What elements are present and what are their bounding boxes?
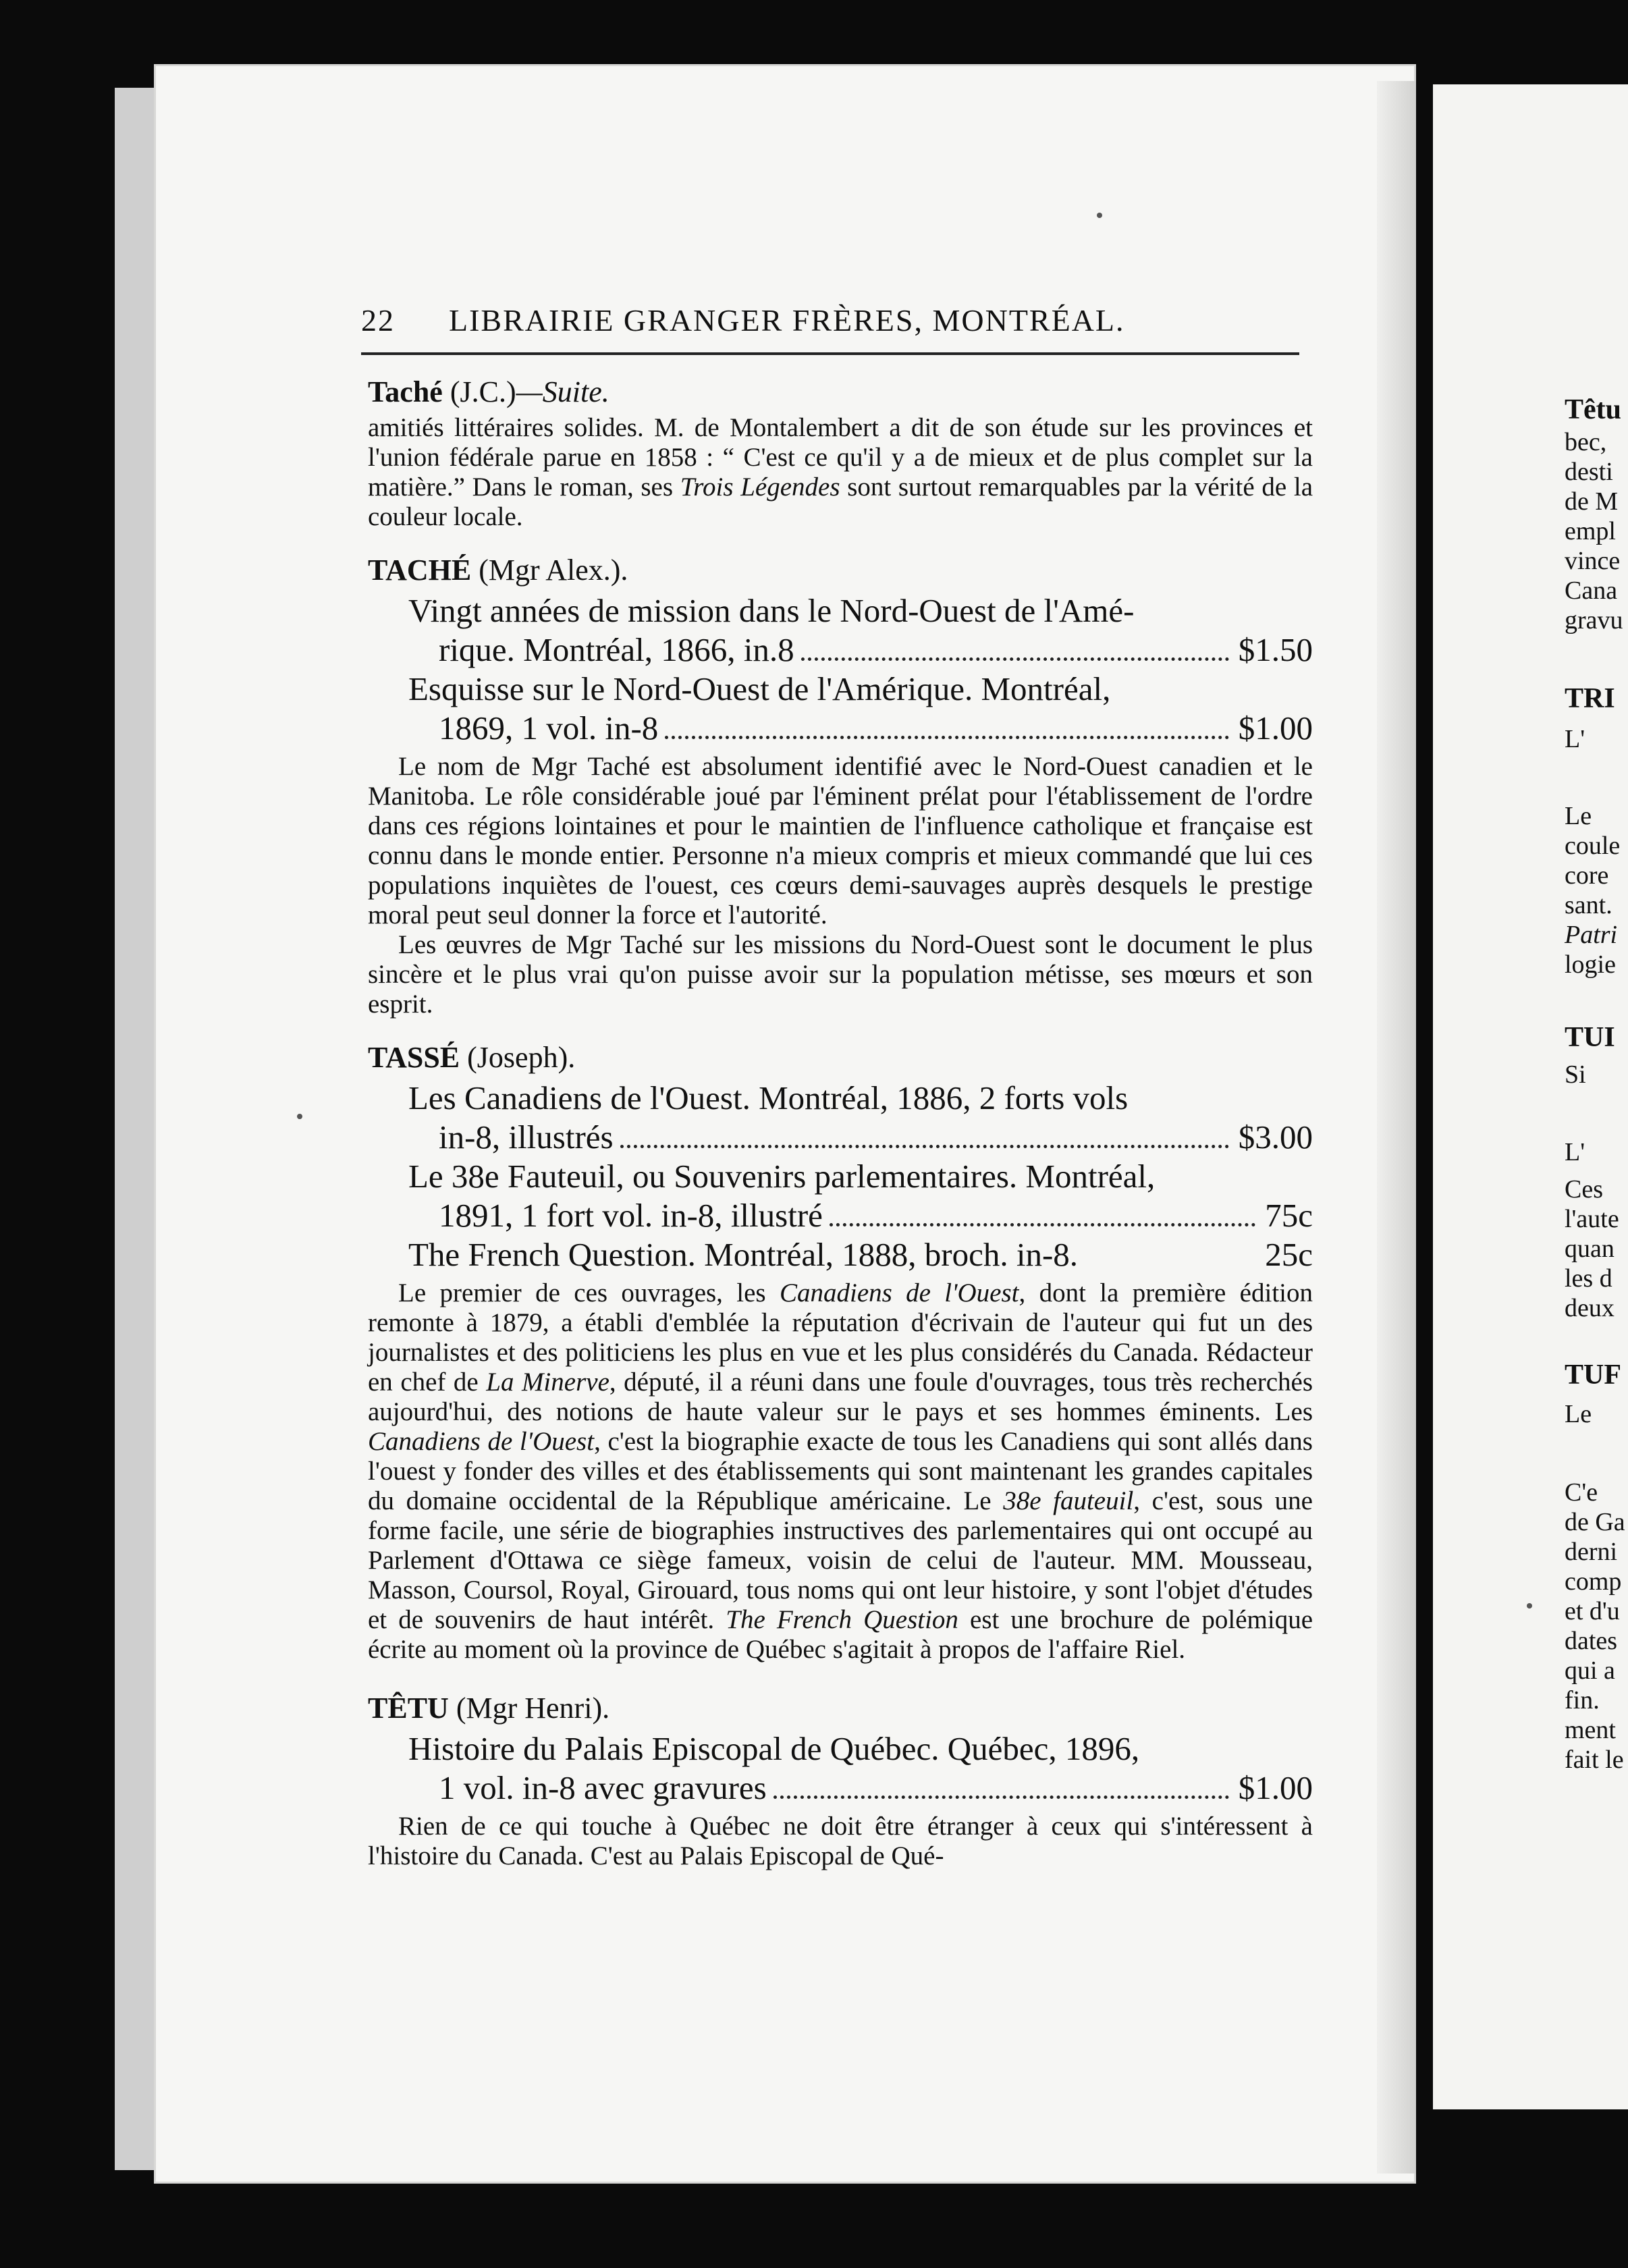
book-title: Histoire du Palais Episcopal de Québec. Québec, 1896, [408, 1730, 1140, 1767]
author-initials: (Joseph). [467, 1041, 576, 1074]
description-text: est une brochure de polémique écrite au moment où la province de Québec s'agitait à propos de l'affaire Riel. [368, 1605, 1313, 1664]
description-text: , c'est la biographie exacte de tous les Canadiens qui sont allés dans l'ouest y fonder des villes et des établissements qui sont maintenant les grandes capitales du domaine occidental de la République américaine. Le [368, 1427, 1313, 1515]
author-heading [368, 549, 1313, 591]
book-title: Le 38e Fauteuil, ou Souvenirs parlementaires. Montréal, [408, 1158, 1156, 1195]
author-heading [368, 1688, 1313, 1729]
work-title: 38e fauteuil [1003, 1486, 1134, 1515]
entry-tache-alex [368, 549, 1313, 1019]
book-imprint: 1 vol. in-8 avec gravures [439, 1769, 767, 1806]
next-page-fragment: L' [1565, 725, 1585, 753]
book-price: $3.00 [1238, 1118, 1313, 1156]
next-page-fragment: C'e [1565, 1478, 1598, 1507]
description-text: Le premier de ces ouvrages, les [398, 1278, 780, 1307]
book-listing [408, 1235, 1313, 1274]
book-imprint-row [408, 1235, 1313, 1274]
book-listing [408, 1079, 1313, 1157]
next-page-fragment: Patri [1565, 921, 1618, 949]
work-title: The French Question [726, 1605, 958, 1634]
next-page-fragment: qui a [1565, 1656, 1615, 1685]
work-title: Trois Légendes [680, 473, 840, 502]
next-page-fragment: Ces [1565, 1175, 1603, 1204]
adjacent-page [1433, 84, 1628, 2109]
next-page-fragment: Cana [1565, 576, 1618, 605]
description-text: , dont la première édition remonte à 1879, a établi d'emblée la réputation d'écrivain de l'auteur qui fut un des journalistes et des politiciens les plus en vue et les plus considérés du Canada. Rédacteur en chef de [368, 1278, 1313, 1397]
next-page-fragment: vince [1565, 547, 1621, 575]
author-description [368, 413, 1313, 532]
description-text: , c'est, sous une forme facile, une série de biographies instructives des parlementaires qui ont occupé au Parlement d'Ottawa ce siège fameux, voisin de celui de l'auteur. MM. Mousseau, Masson, Coursol, Royal, Girouard, tous noms qui ont leur histoire, y sont l'objet d'études et de souvenirs de haut intérêt. [368, 1486, 1313, 1634]
book-imprint: rique. Montréal, 1866, in.8 [439, 631, 794, 668]
paper-speck [297, 1114, 302, 1119]
work-title: Canadiens de l'Ouest [368, 1427, 595, 1456]
next-page-fragment: l'aute [1565, 1205, 1619, 1233]
book-listing [408, 1729, 1313, 1808]
book-imprint-row [439, 630, 1313, 670]
next-page-fragment: fin. [1565, 1686, 1600, 1714]
author-description: Les œuvres de Mgr Taché sur les missions du Nord-Ouest sont le document le plus sincère et le plus vrai qu'on puisse avoir sur la population métisse, ses mœurs et son esprit. [368, 930, 1313, 1019]
author-description [368, 1278, 1313, 1665]
author-description: Le nom de Mgr Taché est absolument identifié avec le Nord-Ouest canadien et le Manitoba. Le rôle considérable joué par l'éminent prélat pour l'établissement de l'ordre dans ces régions lointaines et pour le maintien de l'influence catholique et française est connu dans le monde entier. Personne n'a mieux compris et mieux commandé que lui ces populations inquiètes de l'ouest, ces cœurs demi-sauvages auprès desquels le prestige moral peut seul donner la force et l'autorité. [368, 752, 1313, 929]
book-title: The French Question. Montréal, 1888, broch. in-8. [408, 1236, 1079, 1273]
book-imprint-row [439, 1769, 1313, 1808]
next-page-fragment: de Ga [1565, 1508, 1625, 1536]
next-page-fragment: Si [1565, 1060, 1586, 1089]
author-name: TASSÉ [368, 1041, 460, 1074]
book-listing [408, 591, 1313, 670]
leader-dots [620, 1145, 1229, 1148]
continued-label: —Suite. [516, 375, 609, 408]
next-page-fragment: Le [1565, 802, 1592, 830]
author-name: Taché [368, 375, 443, 408]
page-fold-shadow [1377, 81, 1416, 2174]
book-imprint-row [439, 1118, 1313, 1157]
book-listing [408, 670, 1313, 748]
description-text: sont surtout remarquables par la vérité de la couleur locale. [368, 473, 1313, 531]
author-initials: (Mgr Henri). [456, 1692, 610, 1725]
next-page-fragment: gravu [1565, 606, 1623, 634]
underlying-page-edge [115, 88, 157, 2170]
description-text: , député, il a réuni dans une foule d'ouvrages, tous très recherchés aujourd'hui, des notions de haute valeur sur le pays et ses hommes éminents. Les [368, 1368, 1313, 1426]
leader-dots [774, 1796, 1229, 1799]
next-page-fragment: Le [1565, 1400, 1592, 1428]
work-title: La Minerve [486, 1368, 609, 1397]
next-page-fragment: de M [1565, 487, 1619, 516]
next-page-fragment: Têtu [1565, 394, 1621, 425]
next-page-fragment: bec, [1565, 428, 1607, 456]
book-imprint: 1869, 1 vol. in-8 [439, 709, 659, 747]
author-heading [368, 371, 1313, 413]
next-page-fragment: deux [1565, 1294, 1615, 1322]
leader-dots [665, 736, 1228, 739]
author-heading [368, 1037, 1313, 1079]
header-rule [361, 352, 1299, 355]
next-page-fragment: TUI [1565, 1022, 1615, 1053]
next-page-fragment: ment [1565, 1716, 1616, 1744]
next-page-fragment: empl [1565, 517, 1616, 545]
leader-dots [801, 657, 1229, 661]
book-price: $1.00 [1238, 1769, 1313, 1806]
running-header [361, 302, 1306, 338]
next-page-fragment: les d [1565, 1264, 1612, 1293]
author-name: TACHÉ [368, 554, 472, 587]
next-page-fragment: coule [1565, 832, 1621, 860]
work-title: Canadiens de l'Ouest [779, 1278, 1019, 1307]
author-description: Rien de ce qui touche à Québec ne doit être étranger à ceux qui s'intéressent à l'histoire du Canada. C'est au Palais Episcopal de Qué- [368, 1812, 1313, 1870]
description-text: amitiés littéraires solides. M. de Montalembert a dit de son étude sur les provinces et l'union fédérale parue en 1858 : “ C'est ce qu'il y a de mieux et de plus complet sur la matière.” Dans le roman, ses [368, 413, 1313, 502]
author-name: TÊTU [368, 1692, 449, 1725]
author-initials: (Mgr Alex.). [479, 554, 628, 587]
page-body [368, 371, 1313, 1871]
book-title: Vingt années de mission dans le Nord-Ouest de l'Amé- [408, 592, 1135, 629]
book-price: 25c [1265, 1236, 1313, 1273]
book-title: Esquisse sur le Nord-Ouest de l'Amérique. Montréal, [408, 670, 1111, 707]
next-page-fragment: core [1565, 861, 1609, 890]
book-price: 75c [1265, 1197, 1313, 1234]
entry-tasse [368, 1037, 1313, 1665]
book-price: $1.00 [1238, 709, 1313, 747]
next-page-fragment: desti [1565, 458, 1613, 486]
book-title: Les Canadiens de l'Ouest. Montréal, 1886, 2 forts vols [408, 1079, 1129, 1116]
next-page-fragment: L' [1565, 1138, 1585, 1166]
next-page-fragment: dates [1565, 1627, 1618, 1655]
book-imprint-row [439, 1196, 1313, 1235]
next-page-fragment: et d'u [1565, 1597, 1620, 1625]
author-initials: (J.C.) [450, 375, 516, 408]
book-listing [408, 1157, 1313, 1235]
next-page-fragment: comp [1565, 1567, 1622, 1596]
page-number: 22 [361, 303, 395, 338]
book-price: $1.50 [1238, 631, 1313, 668]
paper-speck [1097, 213, 1102, 218]
entry-tache-jc [368, 371, 1313, 532]
next-page-fragment: quan [1565, 1235, 1615, 1263]
header-title: LIBRAIRIE GRANGER FRÈRES, MONTRÉAL. [449, 303, 1125, 338]
book-imprint: in-8, illustrés [439, 1118, 614, 1156]
next-page-fragment: TRI [1565, 683, 1615, 714]
book-imprint-row [439, 709, 1313, 748]
leader-dots [830, 1223, 1255, 1226]
next-page-fragment: sant. [1565, 891, 1612, 919]
book-imprint: 1891, 1 fort vol. in-8, illustré [439, 1197, 823, 1234]
next-page-fragment: derni [1565, 1538, 1618, 1566]
next-page-fragment: logie [1565, 950, 1616, 979]
paper-speck [1527, 1603, 1532, 1609]
next-page-fragment: TUF [1565, 1359, 1621, 1390]
entry-tetu [368, 1688, 1313, 1871]
next-page-fragment: fait le [1565, 1746, 1624, 1774]
